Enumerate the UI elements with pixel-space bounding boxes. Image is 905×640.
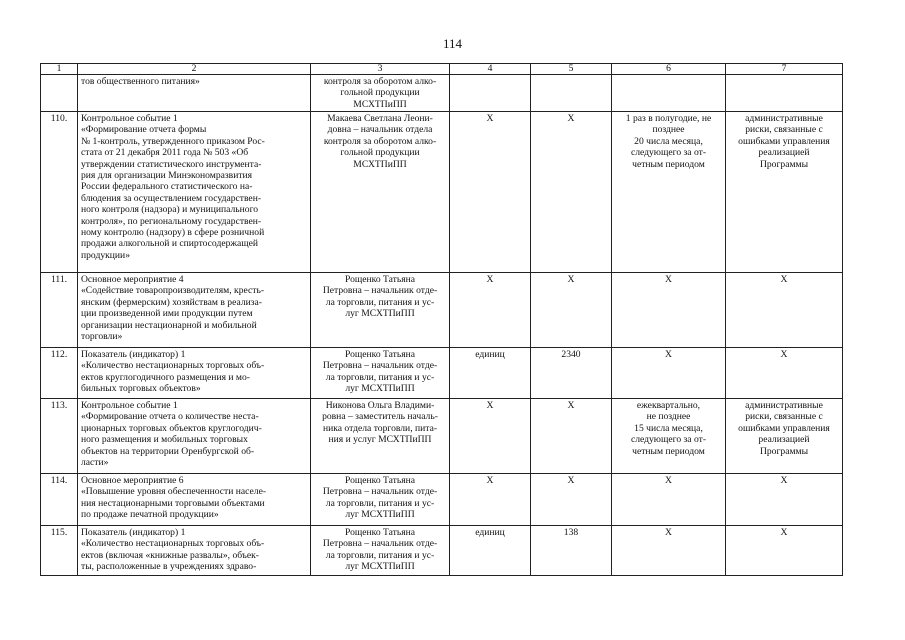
value-cell: Х xyxy=(531,112,612,273)
table-row xyxy=(41,273,843,348)
program-table xyxy=(40,63,843,576)
activity-description: Показатель (индикатор) 1 «Количество нестационарных торговых объ- ектов круглогодичного размещения и мо- бильных торговых объектов» xyxy=(78,348,311,399)
column-header: 1 xyxy=(41,64,78,75)
column-header: 3 xyxy=(311,64,450,75)
responsible-person: Рощенко Татьяна Петровна – начальник отде- ла торговли, питания и ус- луг МСХТПиПП xyxy=(311,474,450,526)
deadline-cell: Х xyxy=(612,348,726,399)
row-number xyxy=(41,75,78,112)
column-header: 7 xyxy=(726,64,843,75)
unit-cell: Х xyxy=(450,474,531,526)
unit-cell: Х xyxy=(450,112,531,273)
risk-cell: Х xyxy=(726,273,843,348)
column-header: 2 xyxy=(78,64,311,75)
column-number-row xyxy=(41,64,843,75)
row-number: 115. xyxy=(41,526,78,576)
table-row xyxy=(41,75,843,112)
responsible-person: Рощенко Татьяна Петровна – начальник отде- ла торговли, питания и ус- луг МСХТПиПП xyxy=(311,348,450,399)
deadline-cell xyxy=(612,75,726,112)
unit-cell: Х xyxy=(450,399,531,474)
responsible-person: контроля за оборотом алко- гольной продукции МСХТПиПП xyxy=(311,75,450,112)
value-cell: Х xyxy=(531,399,612,474)
risk-cell: Х xyxy=(726,348,843,399)
responsible-person: Рощенко Татьяна Петровна – начальник отде- ла торговли, питания и ус- луг МСХТПиПП xyxy=(311,273,450,348)
deadline-cell: Х xyxy=(612,526,726,576)
activity-description: Показатель (индикатор) 1 «Количество нестационарных торговых объ- ектов (включая «книжные развалы», объек- ты, расположенные в учреждениях здраво- xyxy=(78,526,311,576)
value-cell xyxy=(531,75,612,112)
activity-description: Основное мероприятие 4 «Содействие товаропроизводителям, кресть- янским (фермерским) хозяйствам в реализа- ции произведенной ими продукции путем организации нестационарной и мобильной торговли» xyxy=(78,273,311,348)
unit-cell: единиц xyxy=(450,348,531,399)
risk-cell: административные риски, связанные с ошибками управления реализацией Программы xyxy=(726,399,843,474)
row-number: 113. xyxy=(41,399,78,474)
risk-cell: административные риски, связанные с ошибками управления реализацией Программы xyxy=(726,112,843,273)
column-header: 6 xyxy=(612,64,726,75)
table-row xyxy=(41,474,843,526)
deadline-cell: 1 раз в полугодие, не позднее 20 числа месяца, следующего за от- четным периодом xyxy=(612,112,726,273)
risk-cell: Х xyxy=(726,474,843,526)
table-row xyxy=(41,348,843,399)
table-row xyxy=(41,399,843,474)
row-number: 111. xyxy=(41,273,78,348)
column-header: 5 xyxy=(531,64,612,75)
table-row xyxy=(41,112,843,273)
value-cell: 2340 xyxy=(531,348,612,399)
unit-cell: Х xyxy=(450,273,531,348)
risk-cell: Х xyxy=(726,526,843,576)
value-cell: Х xyxy=(531,273,612,348)
value-cell: Х xyxy=(531,474,612,526)
risk-cell xyxy=(726,75,843,112)
activity-description: тов общественного питания» xyxy=(78,75,311,112)
unit-cell xyxy=(450,75,531,112)
value-cell: 138 xyxy=(531,526,612,576)
page-number: 114 xyxy=(442,36,463,51)
table-row xyxy=(41,526,843,576)
deadline-cell: Х xyxy=(612,474,726,526)
row-number: 112. xyxy=(41,348,78,399)
column-header: 4 xyxy=(450,64,531,75)
unit-cell: единиц xyxy=(450,526,531,576)
activity-description: Контрольное событие 1 «Формирование отчета о количестве неста- ционарных торговых объектов круглогодич- ного размещения и мобильных торговых объектов на территории Оренбургской об- ласти» xyxy=(78,399,311,474)
responsible-person: Макаева Светлана Леони- довна – начальник отдела контроля за оборотом алко- гольной продукции МСХТПиПП xyxy=(311,112,450,273)
deadline-cell: ежеквартально, не позднее 15 числа месяца, следующего за от- четным периодом xyxy=(612,399,726,474)
activity-description: Основное мероприятие 6 «Повышение уровня обеспеченности населе- ния нестационарными торговыми объектами по продаже печатной продукции» xyxy=(78,474,311,526)
responsible-person: Рощенко Татьяна Петровна – начальник отде- ла торговли, питания и ус- луг МСХТПиПП xyxy=(311,526,450,576)
deadline-cell: Х xyxy=(612,273,726,348)
row-number: 110. xyxy=(41,112,78,273)
responsible-person: Никонова Ольга Владими- ровна – заместитель началь- ника отдела торговли, пита- ния и услуг МСХТПиПП xyxy=(311,399,450,474)
row-number: 114. xyxy=(41,474,78,526)
activity-description: Контрольное событие 1 «Формирование отчета формы № 1-контроль, утвержденного приказом Рос- стата от 21 декабря 2011 года № 503 «Об утверждении статистического инструмента- рия для организации Минэкономразвития России федерального статистического на- блюдения за осуществлением государствен- ного контроля (надзора) и муниципального контроля», по региональному государствен- ному контролю (надзору) в сфере розничной продажи алкогольной и спиртосодержащей продукции» xyxy=(78,112,311,273)
